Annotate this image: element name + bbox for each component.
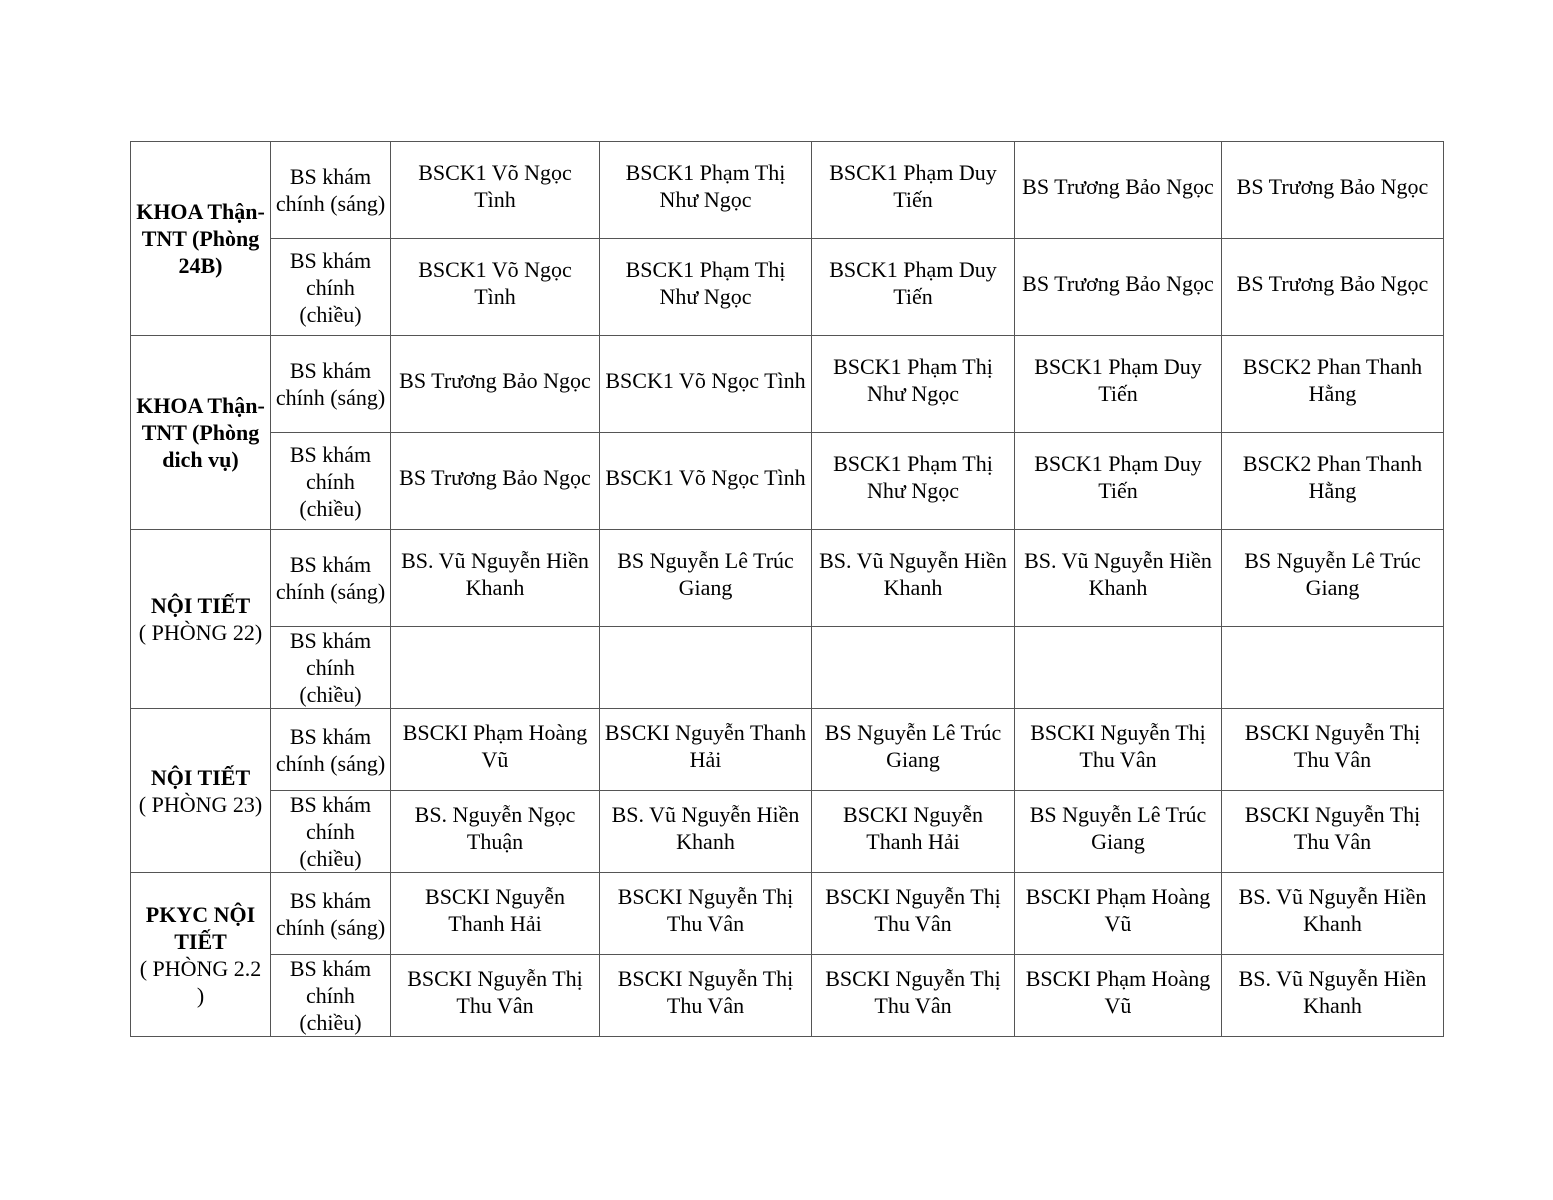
table-row: [131, 336, 1444, 433]
schedule-body: [131, 142, 1444, 1037]
table-row: [131, 873, 1444, 955]
doctor-cell: BSCK1 Phạm Thị Như Ngọc: [600, 142, 812, 239]
doctor-cell: BSCK1 Võ Ngọc Tình: [391, 142, 600, 239]
department-room: ( PHÒNG 22): [138, 620, 263, 645]
department-name: PKYC NỘI TIẾT: [145, 901, 256, 954]
table-row: [131, 709, 1444, 791]
department-cell: [131, 873, 271, 1037]
doctor-cell: BSCKI Nguyễn Thị Thu Vân: [1222, 791, 1444, 873]
doctor-cell: BS. Vũ Nguyễn Hiền Khanh: [600, 791, 812, 873]
doctor-cell: BSCK1 Phạm Duy Tiến: [812, 239, 1015, 336]
doctor-cell: BSCKI Phạm Hoàng Vũ: [1015, 873, 1222, 955]
doctor-cell: BS Trương Bảo Ngọc: [391, 336, 600, 433]
department-cell: [131, 142, 271, 336]
table-row: [131, 955, 1444, 1037]
department-room: ( PHÒNG 23): [138, 791, 263, 817]
doctor-cell: BSCK1 Võ Ngọc Tình: [391, 239, 600, 336]
doctor-cell: BS. Vũ Nguyễn Hiền Khanh: [1015, 530, 1222, 627]
doctor-cell: [600, 627, 812, 709]
doctor-cell: [391, 627, 600, 709]
doctor-cell: BSCKI Phạm Hoàng Vũ: [391, 709, 600, 791]
doctor-cell: BSCK1 Phạm Thị Như Ngọc: [600, 239, 812, 336]
table-row: [131, 627, 1444, 709]
doctor-cell: BS Nguyễn Lê Trúc Giang: [600, 530, 812, 627]
doctor-cell: BSCKI Nguyễn Thị Thu Vân: [1222, 709, 1444, 791]
doctor-cell: BSCKI Nguyễn Thị Thu Vân: [391, 955, 600, 1037]
doctor-cell: BS. Vũ Nguyễn Hiền Khanh: [812, 530, 1015, 627]
shift-cell: BS khám chính (chiều): [271, 239, 391, 336]
doctor-cell: BSCK1 Phạm Duy Tiến: [1015, 336, 1222, 433]
doctor-cell: BS Trương Bảo Ngọc: [1015, 142, 1222, 239]
doctor-cell: BS Trương Bảo Ngọc: [1222, 142, 1444, 239]
doctor-cell: BS Nguyễn Lê Trúc Giang: [1222, 530, 1444, 627]
table-row: [131, 530, 1444, 627]
doctor-cell: BSCK1 Phạm Duy Tiến: [1015, 433, 1222, 530]
doctor-cell: BSCKI Nguyễn Thanh Hải: [812, 791, 1015, 873]
doctor-cell: BS. Vũ Nguyễn Hiền Khanh: [1222, 955, 1444, 1037]
doctor-cell: BSCKI Phạm Hoàng Vũ: [1015, 955, 1222, 1037]
doctor-cell: BS. Nguyễn Ngọc Thuận: [391, 791, 600, 873]
doctor-cell: BSCK1 Võ Ngọc Tình: [600, 433, 812, 530]
doctor-cell: [1222, 627, 1444, 709]
doctor-cell: BSCKI Nguyễn Thị Thu Vân: [812, 955, 1015, 1037]
doctor-cell: [812, 627, 1015, 709]
department-cell: [131, 530, 271, 709]
department-cell: [131, 336, 271, 530]
doctor-cell: BS Nguyễn Lê Trúc Giang: [1015, 791, 1222, 873]
doctor-cell: BSCK1 Phạm Thị Như Ngọc: [812, 433, 1015, 530]
department-name: NỘI TIẾT: [150, 764, 251, 790]
shift-cell: BS khám chính (chiều): [271, 433, 391, 530]
table-row: [131, 239, 1444, 336]
table-row: [131, 791, 1444, 873]
doctor-cell: BSCKI Nguyễn Thị Thu Vân: [600, 955, 812, 1037]
shift-cell: BS khám chính (chiều): [271, 791, 391, 873]
doctor-cell: BSCKI Nguyễn Thị Thu Vân: [812, 873, 1015, 955]
doctor-cell: BSCKI Nguyễn Thanh Hải: [391, 873, 600, 955]
shift-cell: BS khám chính (sáng): [271, 873, 391, 955]
doctor-cell: [1015, 627, 1222, 709]
shift-cell: BS khám chính (chiều): [271, 627, 391, 709]
doctor-cell: BS Trương Bảo Ngọc: [391, 433, 600, 530]
doctor-cell: BSCK1 Võ Ngọc Tình: [600, 336, 812, 433]
doctor-cell: BS Trương Bảo Ngọc: [1015, 239, 1222, 336]
doctor-cell: BSCKI Nguyễn Thị Thu Vân: [600, 873, 812, 955]
department-cell: [131, 709, 271, 873]
shift-cell: BS khám chính (chiều): [271, 955, 391, 1037]
doctor-cell: BSCKI Nguyễn Thanh Hải: [600, 709, 812, 791]
doctor-cell: BSCK2 Phan Thanh Hằng: [1222, 336, 1444, 433]
doctor-cell: BS Nguyễn Lê Trúc Giang: [812, 709, 1015, 791]
table-row: [131, 142, 1444, 239]
schedule-table: [130, 141, 1444, 1037]
doctor-cell: BSCK1 Phạm Duy Tiến: [812, 142, 1015, 239]
department-name: KHOA Thận-TNT (Phòng dich vụ): [136, 393, 265, 472]
doctor-cell: BSCK1 Phạm Thị Như Ngọc: [812, 336, 1015, 433]
doctor-cell: BSCKI Nguyễn Thị Thu Vân: [1015, 709, 1222, 791]
doctor-cell: BS. Vũ Nguyễn Hiền Khanh: [391, 530, 600, 627]
doctor-cell: BSCK2 Phan Thanh Hằng: [1222, 433, 1444, 530]
department-room: ( PHÒNG 2.2 ): [139, 955, 262, 1008]
shift-cell: BS khám chính (sáng): [271, 142, 391, 239]
shift-cell: BS khám chính (sáng): [271, 530, 391, 627]
shift-cell: BS khám chính (sáng): [271, 336, 391, 433]
doctor-cell: BS Trương Bảo Ngọc: [1222, 239, 1444, 336]
shift-cell: BS khám chính (sáng): [271, 709, 391, 791]
department-name: NỘI TIẾT: [150, 593, 251, 618]
doctor-cell: BS. Vũ Nguyễn Hiền Khanh: [1222, 873, 1444, 955]
department-name: KHOA Thận-TNT (Phòng 24B): [136, 199, 265, 278]
table-row: [131, 433, 1444, 530]
